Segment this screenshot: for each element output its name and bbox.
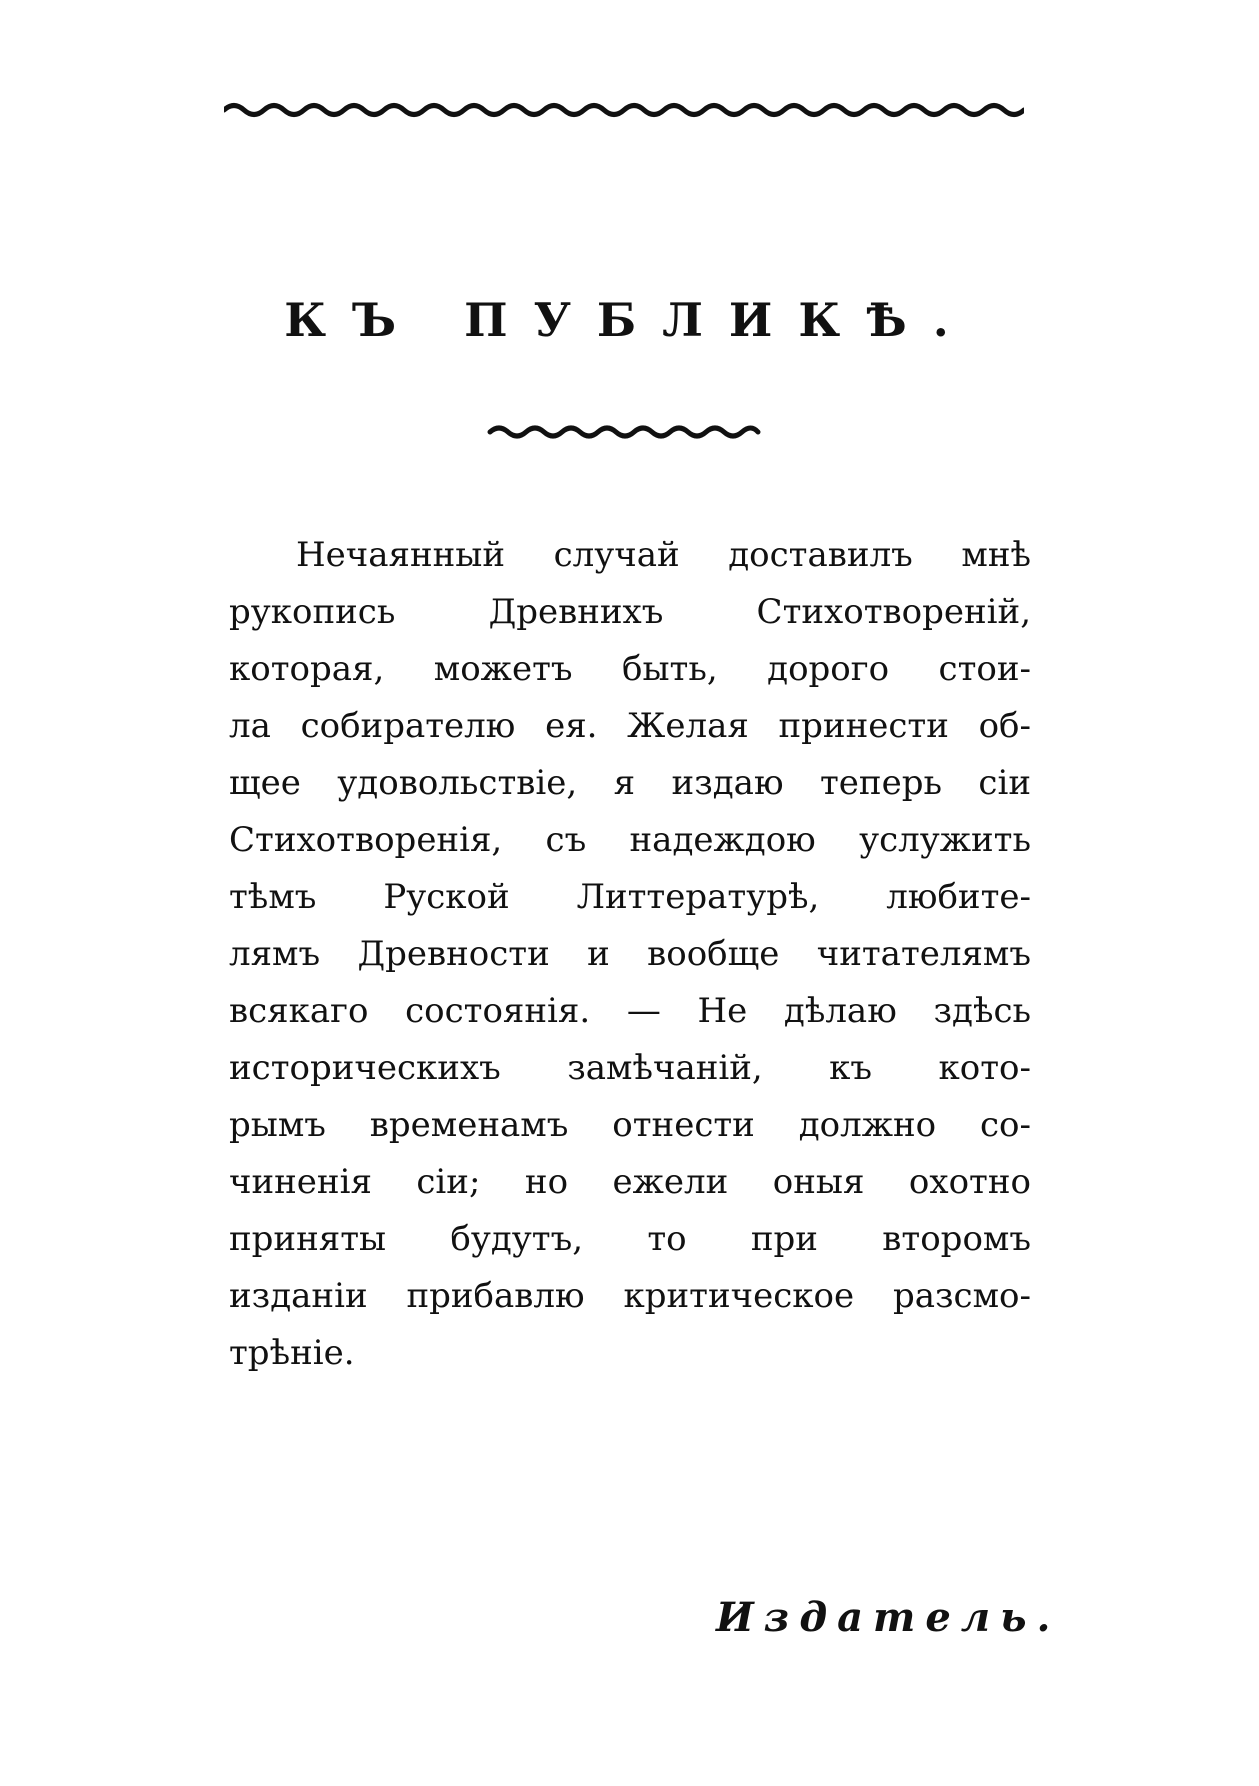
title-ornament-rule	[484, 418, 764, 444]
paragraph-line: лямъ Древности и вообще читателямъ	[229, 934, 1031, 974]
paragraph-line: Стихотворенія, съ надеждою услужить	[229, 820, 1031, 860]
page-title: КЪ ПУБЛИКѢ.	[284, 293, 975, 347]
top-ornament-wave	[224, 106, 1024, 115]
paragraph-line: щее удовольствіе, я издаю теперь сіи	[229, 763, 1031, 803]
title-ornament-wave	[490, 428, 758, 436]
paragraph-line: рымъ временамъ отнести должно со-	[229, 1105, 1031, 1145]
top-ornament-rule	[224, 92, 1024, 126]
paragraph-line: Нечаянный случай доставилъ мнѣ	[296, 535, 1031, 575]
paragraph-line: которая, можетъ быть, дорого стои-	[229, 649, 1031, 689]
paragraph-line: ла собирателю ея. Желая принести об-	[229, 706, 1031, 746]
paragraph-line: тѣмъ Руской Литтературѣ, любите-	[229, 877, 1031, 917]
paragraph-line: приняты будутъ, то при второмъ	[229, 1219, 1031, 1259]
paragraph-line: историческихъ замѣчаній, къ кото-	[229, 1048, 1031, 1088]
paragraph-line: трѣніе.	[229, 1333, 355, 1373]
paragraph-line: рукопись Древнихъ Стихотвореній,	[229, 592, 1031, 632]
paragraph-line: чиненія сіи; но ежели оныя охотно	[229, 1162, 1031, 1202]
publisher-signature: Издатель.	[716, 1594, 1061, 1641]
paragraph-line: всякаго состоянія. — Не дѣлаю здѣсь	[229, 991, 1031, 1031]
preface-paragraph	[229, 527, 1031, 1382]
paragraph-line: изданіи прибавлю критическое разсмо-	[229, 1276, 1031, 1316]
